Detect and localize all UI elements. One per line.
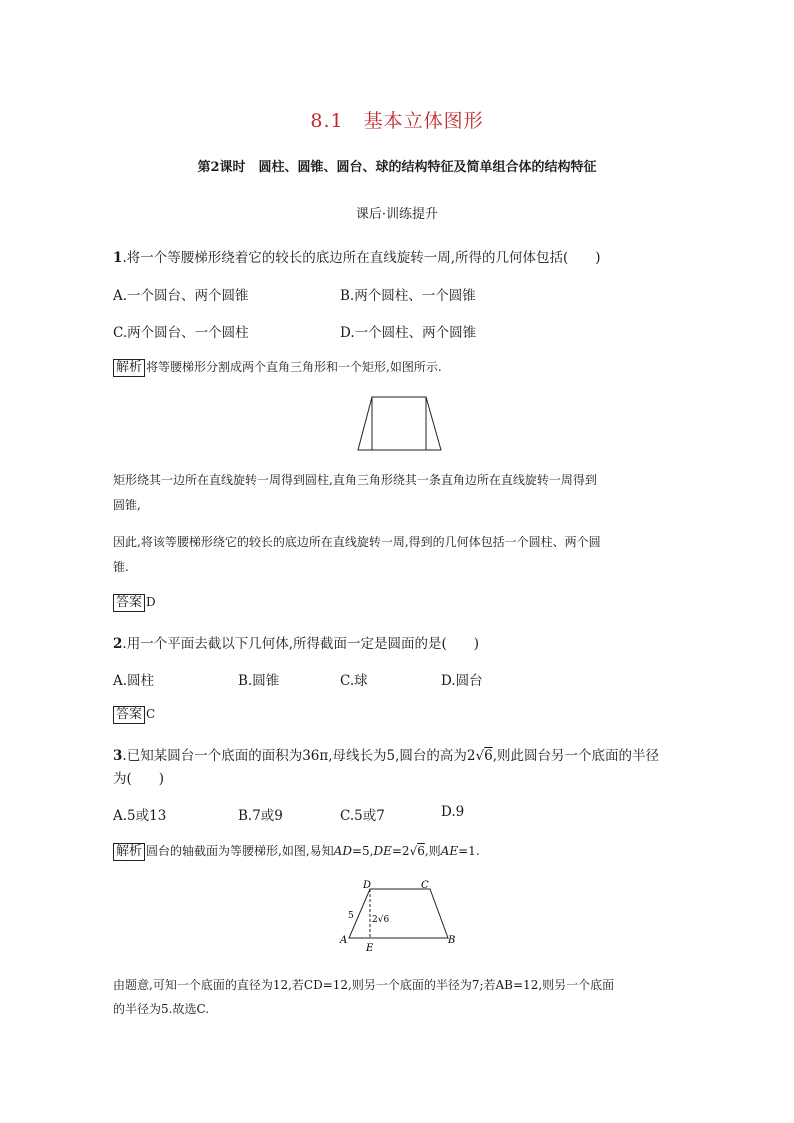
lesson-subtitle: 第2课时 圆柱、圆锥、圆台、球的结构特征及简单组合体的结构特征	[197, 160, 597, 175]
q3-analysis: 解析 圆台的轴截面为等腰梯形,如图,易知AD=5,DE=2√6,则AE=1.	[113, 842, 480, 861]
q3-option-d: D.9	[441, 804, 465, 820]
q3-explanation-line: 的半径为5.故选C.	[113, 1002, 210, 1016]
analysis-tag: 解析	[113, 359, 145, 377]
q1-option-b: B.两个圆柱、一个圆锥	[340, 288, 476, 304]
label-side-length: 5	[348, 911, 354, 921]
q3-explanation-line: 由题意,可知一个底面的直径为12,若CD=12,则另一个底面的半径为7;若AB=12,则另一个底面	[113, 978, 615, 992]
q2-option-c: C.球	[340, 673, 368, 689]
q1-option-c: C.两个圆台、一个圆柱	[113, 325, 249, 341]
q3-option-c: C.5或7	[340, 808, 385, 824]
q2-option-a: A.圆柱	[113, 673, 155, 689]
q1-answer: 答案 D	[113, 594, 156, 612]
q1-analysis: 解析 将等腰梯形分割成两个直角三角形和一个矩形,如图所示.	[113, 358, 442, 377]
q3-option-b: B.7或9	[238, 808, 283, 824]
label-b: B	[448, 935, 456, 946]
question-3-line2: 为( )	[113, 771, 165, 787]
frustum-axial-section-figure	[335, 876, 465, 956]
label-height: 2√6	[372, 915, 390, 925]
label-e: E	[366, 943, 374, 954]
q1-explanation-line: 圆锥,	[113, 498, 141, 512]
q3-option-a: A.5或13	[113, 808, 167, 824]
q1-option-d: D.一个圆柱、两个圆锥	[340, 325, 477, 341]
label-c: C	[421, 880, 429, 891]
answer-tag: 答案	[113, 706, 145, 724]
trapezoid-split-figure	[355, 392, 443, 452]
q2-answer: 答案 C	[113, 706, 155, 724]
q2-option-d: D.圆台	[441, 673, 483, 689]
q1-explanation-line: 矩形绕其一边所在直线旋转一周得到圆柱,直角三角形绕其一条直角边所在直线旋转一周得到	[113, 473, 597, 487]
label-a: A	[340, 935, 348, 946]
question-1: 1.将一个等腰梯形绕着它的较长的底边所在直线旋转一周,所得的几何体包括( )	[113, 250, 601, 266]
q2-option-b: B.圆锥	[238, 673, 280, 689]
sqrt-symbol: √	[475, 748, 485, 764]
answer-tag: 答案	[113, 594, 145, 612]
section-heading: 课后·训练提升	[355, 207, 439, 222]
page-title: 8.1 基本立体图形	[310, 110, 484, 132]
question-2: 2.用一个平面去截以下几何体,所得截面一定是圆面的是( )	[113, 636, 480, 652]
q1-option-a: A.一个圆台、两个圆锥	[113, 288, 249, 304]
label-d: D	[363, 880, 372, 891]
q1-explanation-line: 因此,将该等腰梯形绕它的较长的底边所在直线旋转一周,得到的几何体包括一个圆柱、两个圆	[113, 535, 601, 549]
q1-explanation-line: 锥.	[113, 560, 129, 574]
question-3: 3.已知某圆台一个底面的面积为36π,母线长为5,圆台的高为2√6,则此圆台另一个底面的半径	[113, 748, 660, 764]
analysis-tag: 解析	[113, 843, 145, 861]
